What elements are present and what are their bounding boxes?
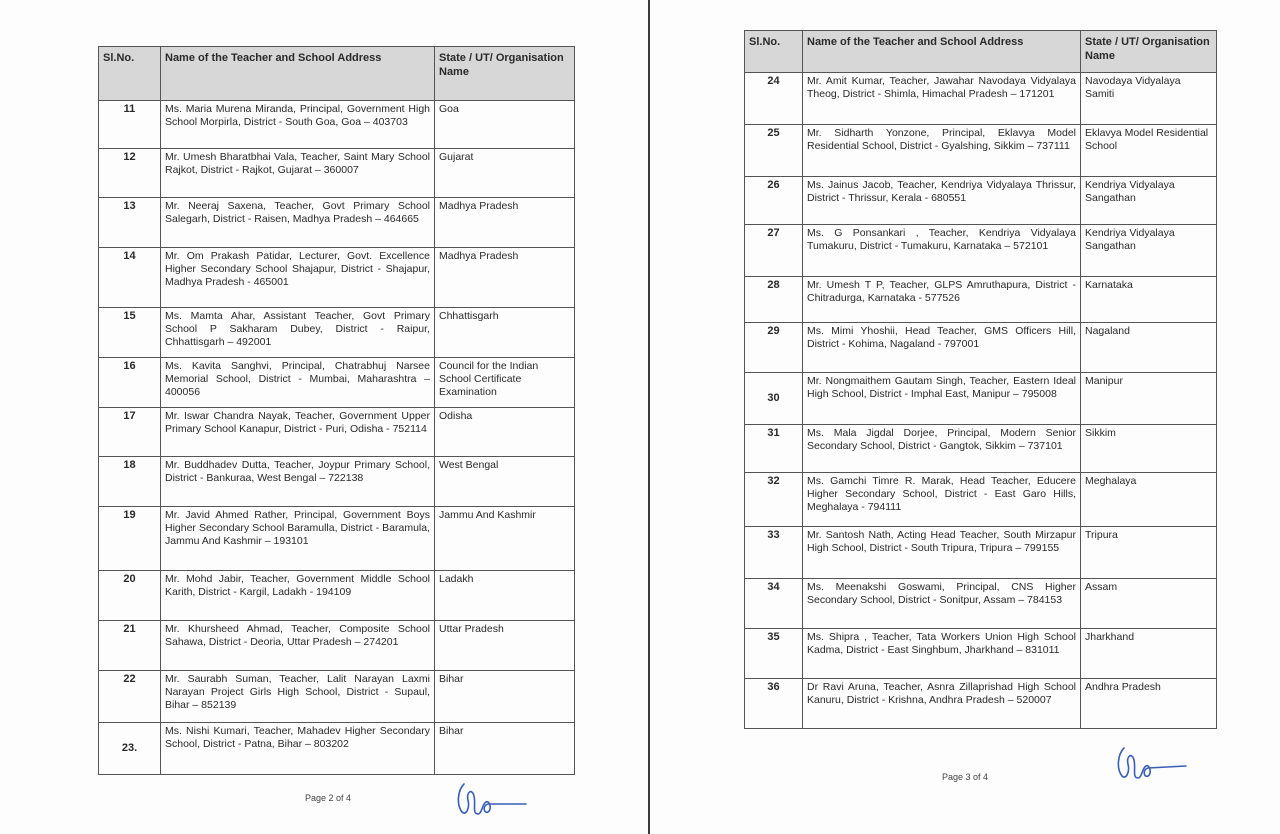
row-sl: 13 <box>99 198 161 248</box>
signature <box>1112 740 1192 795</box>
row-sl: 18 <box>99 457 161 507</box>
row-teacher: Mr. Iswar Chandra Nayak, Teacher, Government Upper Primary School Kanapur, District - Puri, Odisha - 752114 <box>161 408 435 457</box>
table-row <box>99 571 575 621</box>
table-row <box>99 198 575 248</box>
table-row <box>99 457 575 507</box>
row-sl: 22 <box>99 671 161 723</box>
table-row <box>745 373 1217 425</box>
table-row <box>745 629 1217 679</box>
page-number: Page 3 of 4 <box>942 772 989 782</box>
row-state: Kendriya Vidyalaya Sangathan <box>1081 225 1217 277</box>
row-sl: 32 <box>745 473 803 527</box>
table-row <box>745 177 1217 225</box>
row-sl: 20 <box>99 571 161 621</box>
row-state: Karnataka <box>1081 277 1217 323</box>
row-state: Ladakh <box>435 571 575 621</box>
row-teacher: Ms. Maria Murena Miranda, Principal, Government High School Morpirla, District - South Goa, Goa – 403703 <box>161 101 435 149</box>
row-sl: 19 <box>99 507 161 571</box>
row-state: Navodaya Vidyalaya Samiti <box>1081 73 1217 125</box>
row-state: West Bengal <box>435 457 575 507</box>
row-teacher: Ms. Mamta Ahar, Assistant Teacher, Govt Primary School P Sakharam Dubey, District - Raipur, Chhattisgarh – 492001 <box>161 308 435 358</box>
table-row <box>745 73 1217 125</box>
row-state: Bihar <box>435 723 575 775</box>
table-header-row <box>99 47 575 101</box>
row-teacher: Mr. Khursheed Ahmad, Teacher, Composite School Sahawa, District - Deoria, Uttar Pradesh – 274201 <box>161 621 435 671</box>
header-state: State / UT/ Organisation Name <box>435 47 575 101</box>
row-sl: 23. <box>99 723 161 775</box>
row-state: Assam <box>1081 579 1217 629</box>
row-sl: 25 <box>745 125 803 177</box>
row-state: Manipur <box>1081 373 1217 425</box>
row-sl: 33 <box>745 527 803 579</box>
table-row <box>99 248 575 308</box>
row-state: Kendriya Vidyalaya Sangathan <box>1081 177 1217 225</box>
row-state: Meghalaya <box>1081 473 1217 527</box>
table-row <box>745 277 1217 323</box>
row-teacher: Mr. Umesh Bharatbhai Vala, Teacher, Saint Mary School Rajkot, District - Rajkot, Gujarat – 360007 <box>161 149 435 198</box>
row-sl: 24 <box>745 73 803 125</box>
row-state: Jharkhand <box>1081 629 1217 679</box>
table-row <box>99 723 575 775</box>
row-sl: 12 <box>99 149 161 198</box>
awardee-table-left <box>98 46 575 775</box>
table-row <box>99 507 575 571</box>
signature <box>452 778 532 829</box>
row-state: Bihar <box>435 671 575 723</box>
row-sl: 21 <box>99 621 161 671</box>
row-teacher: Mr. Santosh Nath, Acting Head Teacher, South Mirzapur High School, District - South Tripura, Tripura – 799155 <box>803 527 1081 579</box>
row-teacher: Ms. Mala Jigdal Dorjee, Principal, Modern Senior Secondary School, District - Gangtok, Sikkim – 737101 <box>803 425 1081 473</box>
table-row <box>99 101 575 149</box>
row-sl: 36 <box>745 679 803 729</box>
row-teacher: Ms. Kavita Sanghvi, Principal, Chatrabhuj Narsee Memorial School, District - Mumbai, Maharashtra – 400056 <box>161 358 435 408</box>
table-header-row <box>745 31 1217 73</box>
row-sl: 17 <box>99 408 161 457</box>
row-teacher: Ms. Meenakshi Goswami, Principal, CNS Higher Secondary School, District - Sonitpur, Assam – 784153 <box>803 579 1081 629</box>
row-sl: 29 <box>745 323 803 373</box>
row-teacher: Mr. Mohd Jabir, Teacher, Government Middle School Karith, District - Kargil, Ladakh - 194109 <box>161 571 435 621</box>
row-sl: 30 <box>745 373 803 425</box>
row-state: Andhra Pradesh <box>1081 679 1217 729</box>
table-row <box>745 679 1217 729</box>
row-sl: 26 <box>745 177 803 225</box>
row-sl: 35 <box>745 629 803 679</box>
row-state: Uttar Pradesh <box>435 621 575 671</box>
table-row <box>99 308 575 358</box>
row-teacher: Mr. Amit Kumar, Teacher, Jawahar Navodaya Vidyalaya Theog, District - Shimla, Himachal Pradesh – 171201 <box>803 73 1081 125</box>
row-state: Odisha <box>435 408 575 457</box>
table-row <box>745 579 1217 629</box>
row-state: Gujarat <box>435 149 575 198</box>
row-teacher: Dr Ravi Aruna, Teacher, Asnra Zillaprishad High School Kanuru, District - Krishna, Andhra Pradesh – 520007 <box>803 679 1081 729</box>
row-teacher: Mr. Om Prakash Patidar, Lecturer, Govt. Excellence Higher Secondary School Shajapur, District - Shajapur, Madhya Pradesh - 465001 <box>161 248 435 308</box>
table-row <box>745 473 1217 527</box>
table-row <box>99 621 575 671</box>
page-divider <box>648 0 650 834</box>
row-teacher: Ms. Nishi Kumari, Teacher, Mahadev Higher Secondary School, District - Patna, Bihar – 803202 <box>161 723 435 775</box>
row-teacher: Ms. Mimi Yhoshii, Head Teacher, GMS Officers Hill, District - Kohima, Nagaland - 797001 <box>803 323 1081 373</box>
header-teacher-name: Name of the Teacher and School Address <box>161 47 435 101</box>
row-teacher: Mr. Umesh T P, Teacher, GLPS Amruthapura, District - Chitradurga, Karnataka - 577526 <box>803 277 1081 323</box>
table-row <box>99 149 575 198</box>
row-teacher: Mr. Javid Ahmed Rather, Principal, Government Boys Higher Secondary School Baramulla, District - Baramula, Jammu And Kashmir – 193101 <box>161 507 435 571</box>
row-state: Chhattisgarh <box>435 308 575 358</box>
row-sl: 28 <box>745 277 803 323</box>
row-state: Council for the Indian School Certificate Examination <box>435 358 575 408</box>
row-teacher: Mr. Sidharth Yonzone, Principal, Eklavya Model Residential School, District - Gyalshing, Sikkim – 737111 <box>803 125 1081 177</box>
awardee-table-right <box>744 30 1217 729</box>
row-teacher: Ms. Jainus Jacob, Teacher, Kendriya Vidyalaya Thrissur, District - Thrissur, Kerala - 680551 <box>803 177 1081 225</box>
row-state: Madhya Pradesh <box>435 198 575 248</box>
row-teacher: Ms. Shipra , Teacher, Tata Workers Union High School Kadma, District - East Singhbum, Jharkhand – 831011 <box>803 629 1081 679</box>
row-state: Goa <box>435 101 575 149</box>
row-sl: 34 <box>745 579 803 629</box>
table-row <box>99 408 575 457</box>
row-teacher: Ms. G Ponsankari , Teacher, Kendriya Vidyalaya Tumakuru, District - Tumakuru, Karnataka – 572101 <box>803 225 1081 277</box>
table-row <box>99 671 575 723</box>
row-teacher: Mr. Buddhadev Dutta, Teacher, Joypur Primary School, District - Bankuraa, West Bengal – 722138 <box>161 457 435 507</box>
row-teacher: Mr. Neeraj Saxena, Teacher, Govt Primary School Salegarh, District - Raisen, Madhya Pradesh – 464665 <box>161 198 435 248</box>
row-state: Jammu And Kashmir <box>435 507 575 571</box>
row-state: Madhya Pradesh <box>435 248 575 308</box>
row-state: Tripura <box>1081 527 1217 579</box>
row-sl: 31 <box>745 425 803 473</box>
row-sl: 27 <box>745 225 803 277</box>
table-row <box>745 527 1217 579</box>
table-row <box>745 425 1217 473</box>
document-page-right <box>652 0 1280 834</box>
row-sl: 16 <box>99 358 161 408</box>
table-row <box>745 323 1217 373</box>
header-teacher-name: Name of the Teacher and School Address <box>803 31 1081 73</box>
table-row <box>99 358 575 408</box>
table-row <box>745 125 1217 177</box>
page-number: Page 2 of 4 <box>305 793 352 803</box>
row-teacher: Ms. Gamchi Timre R. Marak, Head Teacher, Educere Higher Secondary School, District - East Garo Hills, Meghalaya - 794111 <box>803 473 1081 527</box>
row-sl: 15 <box>99 308 161 358</box>
header-sl-no: Sl.No. <box>99 47 161 101</box>
row-sl: 14 <box>99 248 161 308</box>
header-state: State / UT/ Organisation Name <box>1081 31 1217 73</box>
row-sl: 11 <box>99 101 161 149</box>
row-state: Nagaland <box>1081 323 1217 373</box>
header-sl-no: Sl.No. <box>745 31 803 73</box>
row-teacher: Mr. Nongmaithem Gautam Singh, Teacher, Eastern Ideal High School, District - Imphal East, Manipur – 795008 <box>803 373 1081 425</box>
row-state: Sikkim <box>1081 425 1217 473</box>
row-teacher: Mr. Saurabh Suman, Teacher, Lalit Narayan Laxmi Narayan Project Girls High School, District - Supaul, Bihar – 852139 <box>161 671 435 723</box>
table-row <box>745 225 1217 277</box>
row-state: Eklavya Model Residential School <box>1081 125 1217 177</box>
